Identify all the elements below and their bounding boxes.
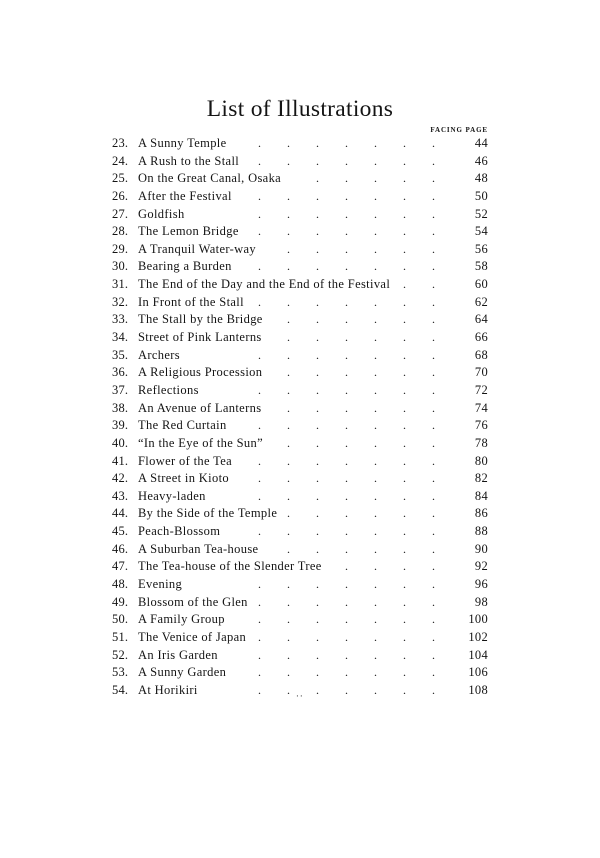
list-item (112, 188, 488, 206)
facing-page-number: 78 (474, 435, 488, 450)
list-item (112, 541, 488, 559)
dot-leader: . . . . . . (287, 541, 435, 556)
illustration-number: 47. (112, 559, 129, 574)
illustration-number: 42. (112, 471, 129, 486)
list-item (112, 294, 488, 312)
illustration-title: An Avenue of Lanterns (138, 400, 262, 415)
illustration-title: Peach-Blossom (138, 524, 221, 539)
illustration-title: The Stall by the Bridge (138, 312, 263, 327)
dot-leader: . . . . . . (287, 241, 435, 256)
illustration-title: Blossom of the Glen (138, 594, 248, 609)
facing-page-number: 64 (474, 312, 488, 327)
facing-page-number: 60 (474, 277, 488, 292)
list-item (112, 347, 488, 365)
illustration-title: Bearing a Burden (138, 259, 232, 274)
illustration-number: 24. (112, 153, 129, 168)
dot-leader: . . . . . . . (258, 224, 435, 239)
list-item (112, 470, 488, 488)
dot-leader: . . . . . . . (258, 471, 435, 486)
dot-leader: . . . . (345, 559, 435, 574)
illustration-title: Flower of the Tea (138, 453, 233, 468)
illustration-number: 34. (112, 330, 129, 345)
dot-leader: . . . . . . (287, 506, 435, 521)
illustration-number: 23. (112, 136, 129, 150)
facing-page-number: 92 (474, 559, 488, 574)
facing-page-number: 106 (468, 665, 488, 680)
facing-page-number: 70 (474, 365, 488, 380)
illustration-title: The Tea-house of the Slender Tree (138, 559, 322, 574)
facing-page-number: 50 (474, 188, 488, 203)
illustration-title: Evening (138, 577, 183, 592)
illustration-title: A Rush to the Stall (138, 153, 240, 168)
list-item (112, 135, 488, 153)
dot-leader: . . . . . . (287, 400, 435, 415)
dot-leader: . . . . . . . (258, 153, 435, 168)
list-item (112, 629, 488, 647)
dot-leader: . . . . . . . (258, 136, 435, 150)
dot-leader: . . . . . . . (258, 418, 435, 433)
illustration-title: Heavy-laden (138, 488, 206, 503)
dot-leader: . . . . . . . (258, 594, 435, 609)
list-item (112, 558, 488, 576)
illustration-number: 26. (112, 188, 129, 203)
facing-page-number: 96 (474, 577, 488, 592)
dot-leader: . . . . . . . (258, 524, 435, 539)
list-item (112, 206, 488, 224)
illustration-number: 27. (112, 206, 129, 221)
illustration-number: 40. (112, 435, 129, 450)
list-item (112, 611, 488, 629)
illustration-number: 41. (112, 453, 129, 468)
illustration-title: A Family Group (138, 612, 225, 627)
illustration-number: 37. (112, 382, 129, 397)
page-title: List of Illustrations (206, 96, 394, 122)
list-item (112, 647, 488, 665)
facing-page-number: 88 (474, 524, 488, 539)
illustration-number: 54. (112, 682, 129, 697)
facing-page-number: 68 (474, 347, 488, 362)
dot-leader: . . . . . . (287, 435, 435, 450)
illustration-number: 51. (112, 629, 129, 644)
facing-page-number: 44 (474, 136, 488, 150)
illustration-title: A Suburban Tea-house (138, 541, 259, 556)
illustration-number: 52. (112, 647, 129, 662)
facing-page-number: 58 (474, 259, 488, 274)
illustration-title: The End of the Day and the End of the Festival (138, 277, 391, 292)
illustration-title: The Red Curtain (138, 418, 227, 433)
illustration-number: 29. (112, 241, 129, 256)
illustrations-list (112, 135, 488, 700)
dot-leader: . . . . . . . (258, 206, 435, 221)
illustration-number: 33. (112, 312, 129, 327)
illustration-title: A Sunny Garden (138, 665, 227, 680)
illustration-number: 38. (112, 400, 129, 415)
list-item (112, 505, 488, 523)
illustration-title: A Tranquil Water-way (138, 241, 257, 256)
illustration-number: 35. (112, 347, 129, 362)
dot-leader: . . . . . . . (258, 453, 435, 468)
facing-page-number: 104 (468, 647, 488, 662)
illustration-number: 28. (112, 224, 129, 239)
list-item (112, 311, 488, 329)
facing-page-number: 46 (474, 153, 488, 168)
list-item (112, 576, 488, 594)
list-item (112, 417, 488, 435)
list-item (112, 400, 488, 418)
dot-leader: . . . . . . . (258, 629, 435, 644)
dot-leader: . . . . . . . (258, 259, 435, 274)
facing-page-number: 54 (474, 224, 488, 239)
illustration-number: 36. (112, 365, 129, 380)
illustration-number: 30. (112, 259, 129, 274)
illustration-number: 50. (112, 612, 129, 627)
facing-page-number: 100 (468, 612, 488, 627)
facing-page-number: 52 (474, 206, 488, 221)
illustration-title: An Iris Garden (138, 647, 218, 662)
list-item (112, 223, 488, 241)
illustration-title: Reflections (138, 382, 199, 397)
list-item (112, 241, 488, 259)
illustration-title: A Religious Procession (138, 365, 263, 380)
list-item (112, 364, 488, 382)
facing-page-number: 76 (474, 418, 488, 433)
illustration-number: 25. (112, 171, 129, 186)
list-item (112, 276, 488, 294)
facing-page-number: 72 (474, 382, 488, 397)
facing-page-number: 66 (474, 330, 488, 345)
dot-leader: . . . . . . . (258, 577, 435, 592)
list-item (112, 594, 488, 612)
illustration-title: In Front of the Stall (138, 294, 244, 309)
dot-leader: . . . . . . . (258, 612, 435, 627)
illustration-title: After the Festival (138, 188, 232, 203)
dot-leader: . . . . . . . (258, 647, 435, 662)
list-item (112, 453, 488, 471)
illustration-title: “In the Eye of the Sun” (138, 435, 264, 450)
facing-page-number: 56 (474, 241, 488, 256)
illustration-title: Goldfish (138, 206, 185, 221)
dot-leader: . . . . . . . (258, 188, 435, 203)
facing-page-number: 62 (474, 294, 488, 309)
facing-page-number: 102 (468, 629, 488, 644)
dot-leader: . . . . . . . (258, 488, 435, 503)
list-item (112, 170, 488, 188)
illustration-number: 45. (112, 524, 129, 539)
illustration-title: The Lemon Bridge (138, 224, 239, 239)
facing-page-number: 108 (468, 682, 488, 697)
facing-page-number: 84 (474, 488, 488, 503)
illustration-title: Street of Pink Lanterns (138, 330, 262, 345)
illustration-number: 31. (112, 277, 129, 292)
facing-page-number: 86 (474, 506, 488, 521)
facing-page-header: FACING PAGE (430, 126, 488, 134)
list-item (112, 488, 488, 506)
list-item (112, 258, 488, 276)
dot-leader: . . . . . . (287, 365, 435, 380)
printer-signature-mark: ·· (296, 692, 304, 702)
facing-page-number: 82 (474, 471, 488, 486)
list-item (112, 523, 488, 541)
dot-leader: . . (403, 277, 435, 292)
illustration-title: A Sunny Temple (138, 136, 227, 150)
dot-leader: . . . . . . (287, 312, 435, 327)
dot-leader: . . . . . . . (258, 382, 435, 397)
dot-leader: . . . . . . (287, 330, 435, 345)
illustration-number: 53. (112, 665, 129, 680)
list-item (112, 153, 488, 171)
illustration-number: 49. (112, 594, 129, 609)
illustration-number: 43. (112, 488, 129, 503)
list-item (112, 435, 488, 453)
list-item (112, 664, 488, 682)
illustration-number: 44. (112, 506, 129, 521)
facing-page-number: 98 (474, 594, 488, 609)
illustration-title: On the Great Canal, Osaka (138, 171, 282, 186)
illustration-title: At Horikiri (138, 682, 198, 697)
dot-leader: . . . . . . . (258, 294, 435, 309)
illustration-title: Archers (138, 347, 181, 362)
illustration-number: 48. (112, 577, 129, 592)
facing-page-number: 90 (474, 541, 488, 556)
illustration-title: By the Side of the Temple (138, 506, 278, 521)
illustration-number: 32. (112, 294, 129, 309)
illustration-title: The Venice of Japan (138, 629, 247, 644)
facing-page-number: 48 (474, 171, 488, 186)
list-item (112, 329, 488, 347)
facing-page-number: 74 (474, 400, 488, 415)
dot-leader: . . . . . (316, 171, 435, 186)
dot-leader: . . . . . . . (258, 682, 435, 697)
dot-leader: . . . . . . . (258, 347, 435, 362)
list-item (112, 382, 488, 400)
dot-leader: . . . . . . . (258, 665, 435, 680)
facing-page-number: 80 (474, 453, 488, 468)
illustration-title: A Street in Kioto (138, 471, 230, 486)
illustration-number: 39. (112, 418, 129, 433)
illustration-number: 46. (112, 541, 129, 556)
